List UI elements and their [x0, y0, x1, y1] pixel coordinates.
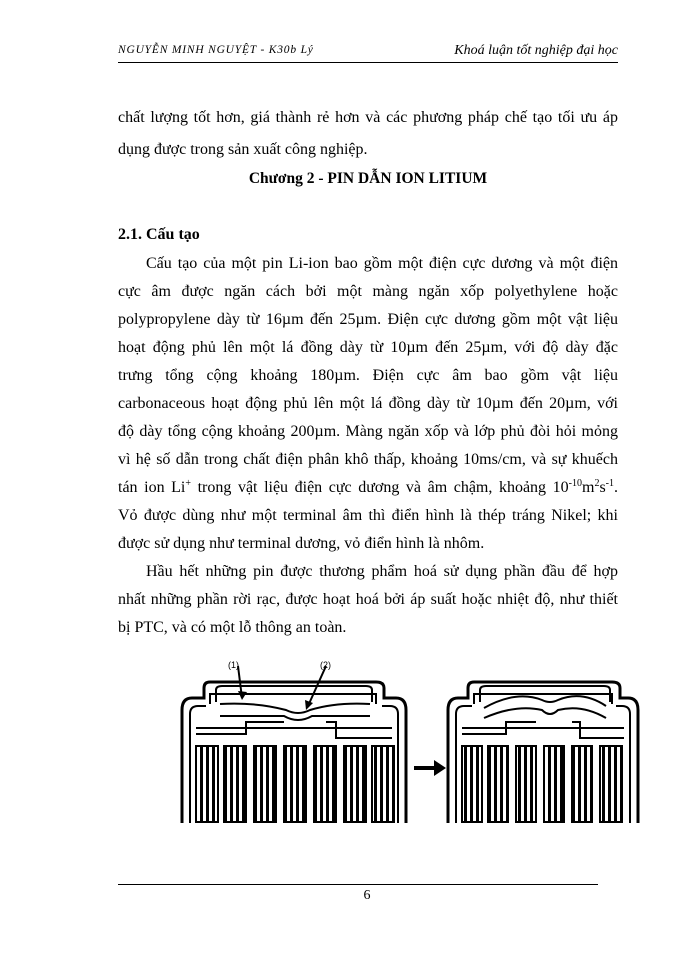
label-2: (2) — [320, 660, 331, 670]
p2-line-3: bị PTC, và có một lỗ thông an toàn. — [118, 619, 347, 636]
p2-line-1: Hầu hết những pin được thương phẩm hoá sử dụng phần đầu để hợp — [146, 563, 618, 580]
p1-line-8: vì hệ số dẫn trong chất điện phân khô thấp, khoảng 10ms/cm, và sự khuếch — [118, 451, 618, 468]
intro-line-1: chất lượng tốt hơn, giá thành rẻ hơn và các phương pháp chế tạo tối ưu áp — [118, 109, 618, 126]
p1-line-3: polypropylene dày từ 16µm đến 25µm. Điện cực dương gồm một vật liệu — [118, 311, 618, 328]
arrow-right — [414, 760, 446, 776]
intro-line-2: dụng được trong sản xuất công nghiệp. — [118, 141, 368, 158]
p2-line-2: nhất những phần rời rạc, được hoạt hoá bởi áp suất hoặc nhiệt độ, như thiết — [118, 591, 618, 608]
p1-line-9: tán ion Li+ trong vật liệu điện cực dương và âm chậm, khoảng $10^{-10}m^2s^{-1}$. — [118, 478, 619, 496]
p1-line-2: cực âm được ngăn cách bởi một màng ngăn xốp polyethylene hoặc — [118, 283, 618, 300]
header-thesis-title: Khoá luận tốt nghiệp đại học — [454, 43, 618, 58]
electrode-stack-left — [196, 746, 394, 822]
p1-line-6: carbonaceous hoạt động phủ lên một lá đồng dày từ 10µm đến 20µm, với — [118, 395, 618, 412]
page-header — [118, 44, 618, 62]
header-author: NGUYỄN MINH NGUYỆT - K30b Lý — [118, 44, 314, 56]
page-number: 6 — [363, 888, 371, 903]
p1-line-1: Cấu tạo của một pin Li-ion bao gồm một điện cực dương và một điện — [146, 255, 618, 272]
p1-line-5: trưng tổng cộng khoảng 180µm. Điện cực âm bao gồm vật liệu — [118, 367, 618, 384]
p1-line-4: hoạt động phủ lên một lá đồng dày từ 10µm đến 25µm, với độ dày đặc — [118, 339, 618, 356]
label1-arrowhead — [238, 691, 247, 700]
electrode-stack-right — [462, 746, 622, 822]
p1-line-11: được sử dụng như terminal dương, vỏ điển hình là nhôm. — [118, 535, 485, 552]
chapter-title: Chương 2 - PIN DẪN ION LITIUM — [248, 170, 488, 187]
header-rule — [118, 62, 618, 63]
battery-cap-figure — [176, 658, 640, 830]
footer-rule — [118, 884, 598, 885]
p1-line-7: độ dày tổng cộng khoảng 200µm. Màng ngăn xốp và lớp phủ đòi hỏi mỏng — [118, 423, 618, 440]
p1-line-10: Vỏ được dùng như một terminal âm thì điển hình là thép tráng Nikel; khi — [118, 507, 618, 524]
label-1: (1) — [228, 660, 239, 670]
section-title: 2.1. Cấu tạo — [118, 226, 200, 243]
